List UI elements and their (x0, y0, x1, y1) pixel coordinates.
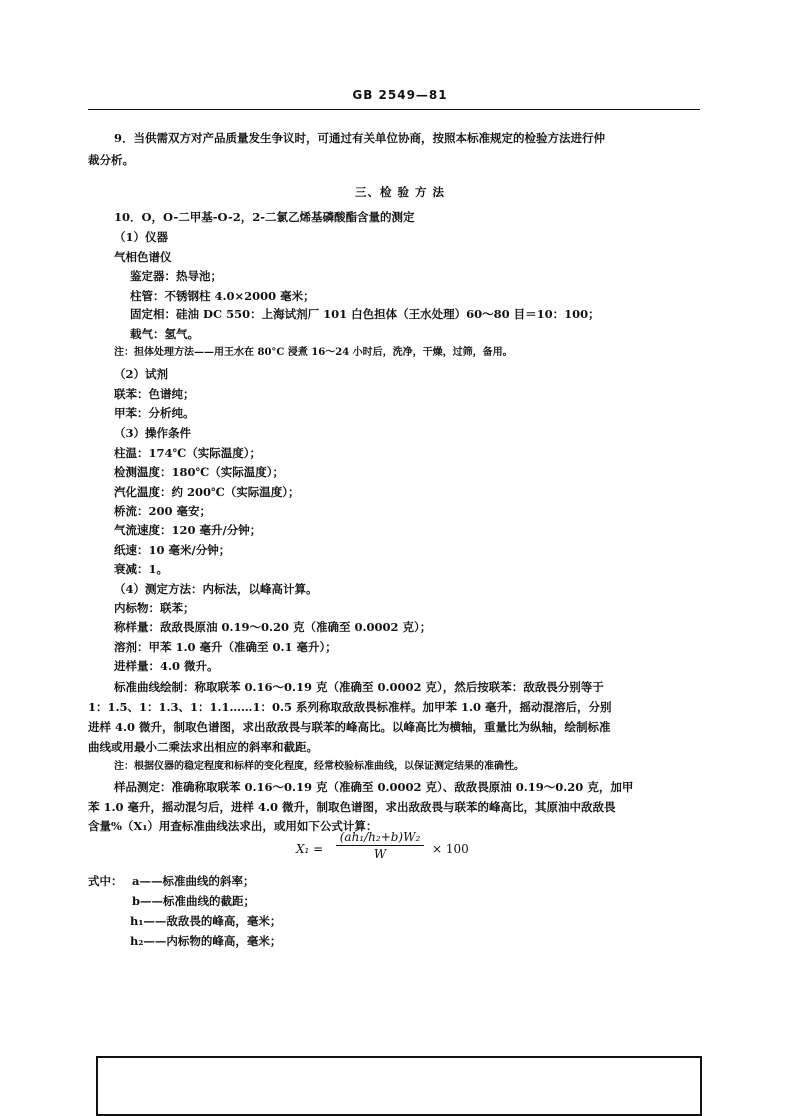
section-title: 三、检 验 方 法 (354, 185, 445, 199)
attenuation: 衰减：1。 (114, 562, 169, 576)
clause-10-title: 10．O，O-二甲基-O-2，2-二氯乙烯基磷酸酯含量的测定 (114, 210, 415, 224)
sample-weight: 称样量：敌敌畏原油 0.19～0.20 克（准确至 0.0002 克）； (114, 620, 432, 634)
reagent-heading: （2）试剂 (114, 367, 169, 381)
instrument-heading: （1）仪器 (114, 230, 169, 244)
injection-volume: 进样量：4.0 微升。 (114, 659, 219, 673)
conditions-heading: （3）操作条件 (114, 426, 192, 440)
column-temperature: 柱温：174℃（实际温度）； (114, 446, 262, 460)
gas-flow-rate: 气流速度：120 毫升/分钟； (114, 523, 262, 537)
header-rule (88, 109, 700, 110)
curve-calibration-note: 注：根据仪器的稳定程度和标样的变化程度，经常校验标准曲线，以保证测定结果的准确性。 (114, 761, 524, 772)
legend-h2: h₂——内标物的峰高，毫米； (130, 934, 282, 948)
curve-paragraph-line-1: 标准曲线绘制：称取联苯 0.16～0.19 克（准确至 0.0002 克），然后按联苯：敌敌畏分别等于 (114, 680, 604, 694)
formula-denominator: W (373, 847, 387, 861)
formula-lhs: X₁ = (296, 842, 324, 856)
clause-9-line-1: 9．当供需双方对产品质量发生争议时，可通过有关单位协商，按照本标准规定的检验方法进行仲 (114, 131, 605, 145)
curve-paragraph-line-4: 曲线或用最小二乘法求出相应的斜率和截距。 (88, 740, 318, 754)
formula-fraction (336, 830, 424, 861)
carrier-gas-spec: 载气：氢气。 (130, 327, 199, 341)
solvent: 溶剂：甲苯 1.0 毫升（准确至 0.1 毫升）； (114, 640, 337, 654)
instrument-name: 气相色谱仪 (114, 250, 172, 264)
legend-intercept: b——标准曲线的截距； (132, 894, 256, 908)
legend-h1: h₁——敌敌畏的峰高，毫米； (130, 914, 282, 928)
sample-paragraph-line-3: 含量%（X₁）用查标准曲线法求出，或用如下公式计算： (88, 819, 378, 833)
curve-paragraph-line-3: 进样 4.0 微升，制取色谱图，求出敌敌畏与联苯的峰高比。以峰高比为横轴，重量比为纵轴，绘制标准 (88, 720, 611, 734)
detector-spec: 鉴定器：热导池； (130, 269, 222, 283)
curve-paragraph-line-2: 1：1.5、1：1.3、1：1.1……1：0.5 系列称取敌敌畏标准样。加甲苯 1.0 毫升，摇动混溶后，分别 (88, 700, 612, 714)
legend-slope: a——标准曲线的斜率； (132, 874, 255, 888)
formula-multiplier: × 100 (432, 842, 469, 856)
stationary-phase-spec: 固定相：硅油 DC 550：上海试剂厂 101 白色担体（王水处理）60～80 目＝10：100； (130, 307, 600, 321)
reagent-biphenyl: 联苯：色谱纯； (114, 387, 195, 401)
column-spec: 柱管：不锈钢柱 4.0×2000 毫米； (130, 289, 315, 303)
clause-9-line-2: 裁分析。 (88, 153, 134, 167)
reagent-toluene: 甲苯：分析纯。 (114, 406, 195, 420)
method-heading: （4）测定方法：内标法，以峰高计算。 (114, 582, 318, 596)
chart-paper-speed: 纸速：10 毫米/分钟； (114, 543, 231, 557)
support-treatment-note: 注：担体处理方法——用王水在 80°C 浸煮 16～24 小时后，洗净，干燥，过筛，备用。 (114, 347, 513, 358)
sample-paragraph-line-1: 样品测定：准确称取联苯 0.16～0.19 克（准确至 0.0002 克）、敌敌畏原油 0.19～0.20 克，加甲 (114, 780, 634, 794)
standard-code: GB 2549—81 (352, 88, 448, 102)
legend-intro: 式中： (88, 874, 123, 888)
footer-frame (96, 1056, 702, 1116)
sample-paragraph-line-2: 苯 1.0 毫升，摇动混匀后，进样 4.0 微升，制取色谱图，求出敌敌畏与联苯的峰高比，其原油中敌敌畏 (88, 800, 616, 814)
internal-standard: 内标物：联苯； (114, 601, 195, 615)
bridge-current: 桥流：200 毫安； (114, 504, 212, 518)
vaporizer-temperature: 汽化温度：约 200℃（实际温度）； (114, 485, 300, 499)
formula-numerator: (ah₁/h₂+b)W₂ (339, 830, 421, 844)
detector-temperature: 检测温度：180℃（实际温度）； (114, 465, 285, 479)
